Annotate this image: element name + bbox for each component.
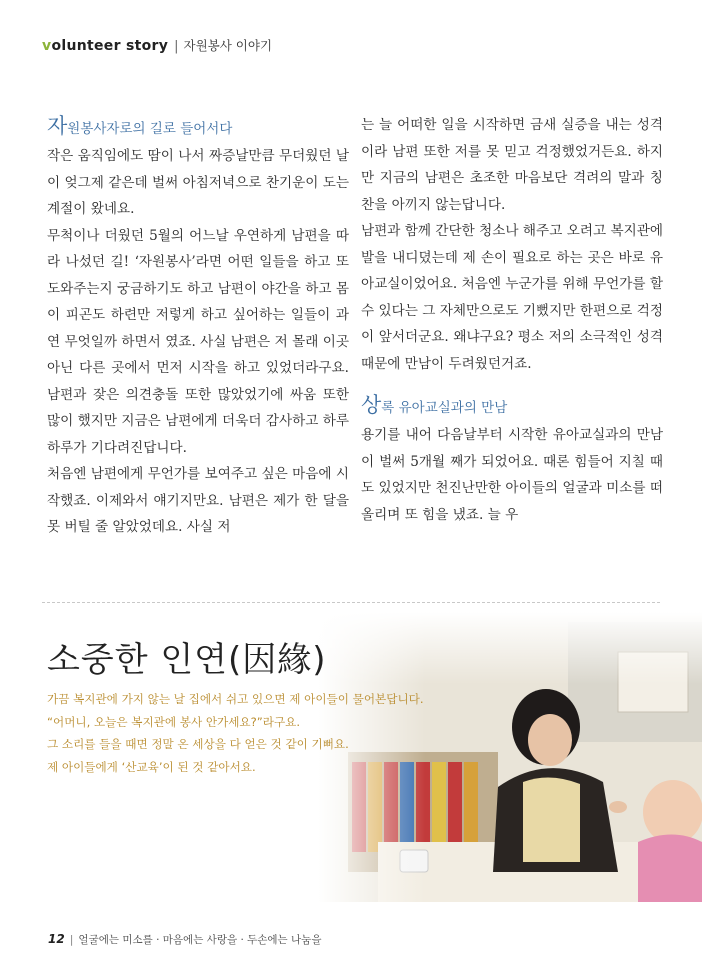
paragraph: 무척이나 더웠던 5월의 어느날 우연하게 남편을 따라 나섰던 길! ‘자원봉사’라면 어떤 일들을 하고 또 도와주는지 궁금하기도 하고 남편이 야간을 하고 몸이 피곤도 하련만 저렇게 하고 싶어하는 일들이 과연 무엇일까 하면서 였죠. 사실 남편은 저 몰래 이곳 아닌 다른 곳에서 먼저 시작을 하고 있었더라구요. 남편과 잦은 의견충돌 또한 많았었기에 싸움 또한 많이 했지만 지금은 남편에게 더욱더 감사하고 하루하루가 기다려진답니다. [47, 227, 349, 456]
brand-initial: v [42, 38, 52, 54]
heading-volunteer-path [47, 112, 349, 143]
quote-line: 그 소리를 들을 때면 정말 온 세상을 다 얻은 것 같이 기뻐요. [47, 737, 349, 751]
feature-quote [47, 688, 447, 778]
paragraph: 남편과 함께 간단한 청소나 해주고 오려고 복지관에 발을 내디뎠는데 제 손이 필요로 하는 곳은 바로 유아교실이었어요. 처음엔 누군가를 위해 무언가를 할 수 있다는 그 자체만으로도 기뻤지만 한편으로 걱정이 앞서더군요. 왜냐구요? 평소 저의 소극적인 성격 때문에 만남이 두려웠던거죠. [361, 223, 663, 372]
heading-rest: 원봉사자로의 길로 들어서다 [67, 121, 233, 137]
paragraph: 용기를 내어 다음날부터 시작한 유아교실과의 만남이 벌써 5개월 째가 되었어요. 때론 힘들어 지칠 때도 있었지만 천진난만한 아이들의 얼굴과 미소를 떠올리며 또 힘을 냈죠. 늘 우 [361, 427, 664, 523]
quote-line: 제 아이들에게 ‘산교육’이 된 것 같아서요. [47, 759, 256, 774]
heading-rest: 록 유아교실과의 만남 [381, 400, 508, 416]
paragraph: 는 늘 어떠한 일을 시작하면 금새 실증을 내는 성격이라 남편 또한 저를 못 믿고 걱정했었거든요. 하지만 지금의 남편은 초조한 마음보단 격려의 말과 칭찬을 아끼지 않는답니다. [361, 117, 663, 213]
quote-line: “어머니, 오늘은 복지관에 봉사 안가세요?”라구요. [47, 714, 301, 729]
right-column [361, 112, 663, 528]
feature-title: 소중한 인연(因緣) [47, 640, 327, 680]
header-separator: | [174, 39, 179, 54]
paragraph: 처음엔 남편에게 무언가를 보여주고 싶은 마음에 시작했죠. 이제와서 얘기지만요. 남편은 제가 한 달을 못 버틸 줄 알았었데요. 사실 저 [47, 466, 350, 535]
left-column [47, 112, 349, 541]
running-header [42, 36, 272, 56]
section-brand [42, 38, 168, 54]
heading-initial: 상 [361, 393, 382, 417]
quote-line: 가끔 복지관에 가지 않는 날 집에서 쉬고 있으면 제 아이들이 물어본답니다. [47, 692, 424, 706]
footer-tagline: 얼굴에는 미소를 · 마음에는 사랑을 · 두손에는 나눔을 [78, 934, 322, 946]
footer-separator: | [69, 933, 74, 946]
heading-initial: 자 [47, 114, 68, 138]
page-footer [48, 932, 321, 947]
section-subtitle: 자원봉사 이야기 [183, 38, 273, 53]
page-number: 12 [48, 932, 65, 946]
heading-infant-class [361, 391, 663, 422]
brand-rest: olunteer story [51, 38, 169, 54]
section-divider [42, 602, 660, 603]
paragraph: 작은 움직임에도 땀이 나서 짜증날만큼 무더웠던 날이 엊그제 같은데 벌써 아침저녁으로 찬기운이 도는 계절이 왔네요. [47, 148, 350, 217]
